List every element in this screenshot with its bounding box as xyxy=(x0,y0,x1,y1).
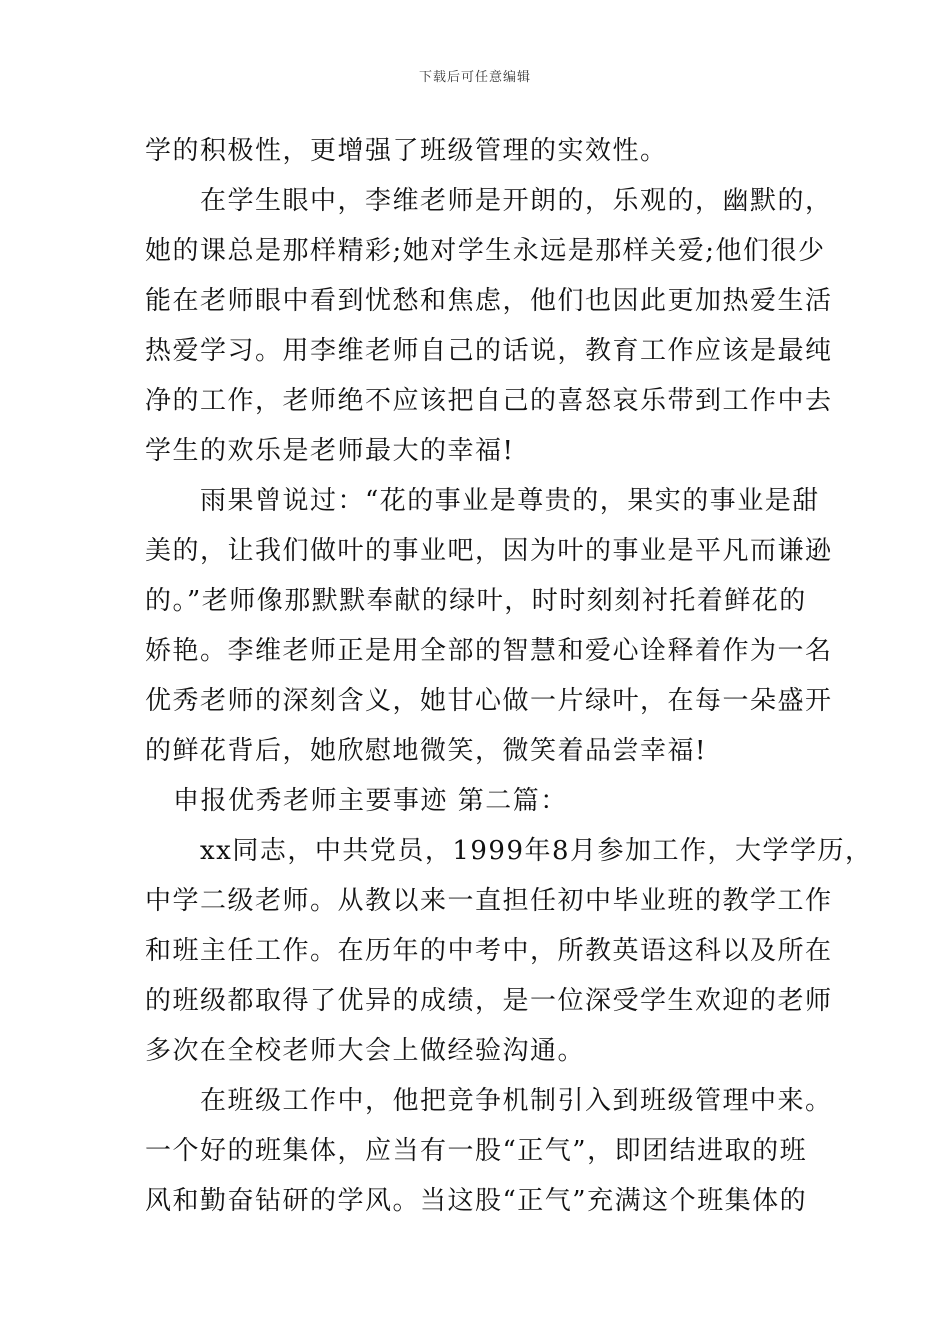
text-line: 的鲜花背后，她欣慰地微笑，微笑着品尝幸福! xyxy=(145,736,707,766)
text-line: 净的工作，老师绝不应该把自己的喜怒哀乐带到工作中去 xyxy=(145,386,833,416)
text-line: 学生的欢乐是老师最大的幸福! xyxy=(145,436,515,466)
page-header: 下载后可任意编辑 xyxy=(418,70,531,85)
text-line: 和班主任工作。在历年的中考中，所教英语这科以及所在 xyxy=(145,936,833,966)
text-line: 一个好的班集体，应当有一股“正气”，即团结进取的班 xyxy=(145,1136,808,1166)
text-line: 优秀老师的深刻含义，她甘心做一片绿叶，在每一朵盛开 xyxy=(145,686,833,716)
text-line: 学的积极性，更增强了班级管理的实效性。 xyxy=(145,136,668,166)
section-heading: 申报优秀老师主要事迹 第二篇： xyxy=(173,786,568,816)
paragraph-start-line: 在学生眼中，李维老师是开朗的，乐观的，幽默的， xyxy=(200,186,833,216)
document-body xyxy=(145,126,873,1226)
paragraph-start-line: xx同志，中共党员，1999年8月参加工作，大学学历， xyxy=(200,836,873,866)
text-line: 她的课总是那样精彩;她对学生永远是那样关爱;他们很少 xyxy=(145,236,826,266)
paragraph-start-line: 雨果曾说过：“花的事业是尊贵的，果实的事业是甜 xyxy=(200,486,820,516)
text-line: 多次在全校老师大会上做经验沟通。 xyxy=(145,1036,586,1066)
text-line: 风和勤奋钻研的学风。当这股“正气”充满这个班集体的 xyxy=(145,1186,808,1216)
text-line: 的班级都取得了优异的成绩，是一位深受学生欢迎的老师 xyxy=(145,986,833,1016)
text-line: 美的，让我们做叶的事业吧，因为叶的事业是平凡而谦逊 xyxy=(145,536,833,566)
paragraph-start-line: 在班级工作中，他把竞争机制引入到班级管理中来。 xyxy=(200,1086,833,1116)
text-line: 热爱学习。用李维老师自己的话说，教育工作应该是最纯 xyxy=(145,336,833,366)
text-line: 能在老师眼中看到忧愁和焦虑，他们也因此更加热爱生活 xyxy=(145,286,833,316)
text-line: 的。”老师像那默默奉献的绿叶，时时刻刻衬托着鲜花的 xyxy=(145,586,807,616)
text-line: 中学二级老师。从教以来一直担任初中毕业班的教学工作 xyxy=(145,886,833,916)
text-line: 娇艳。李维老师正是用全部的智慧和爱心诠释着作为一名 xyxy=(145,636,833,666)
